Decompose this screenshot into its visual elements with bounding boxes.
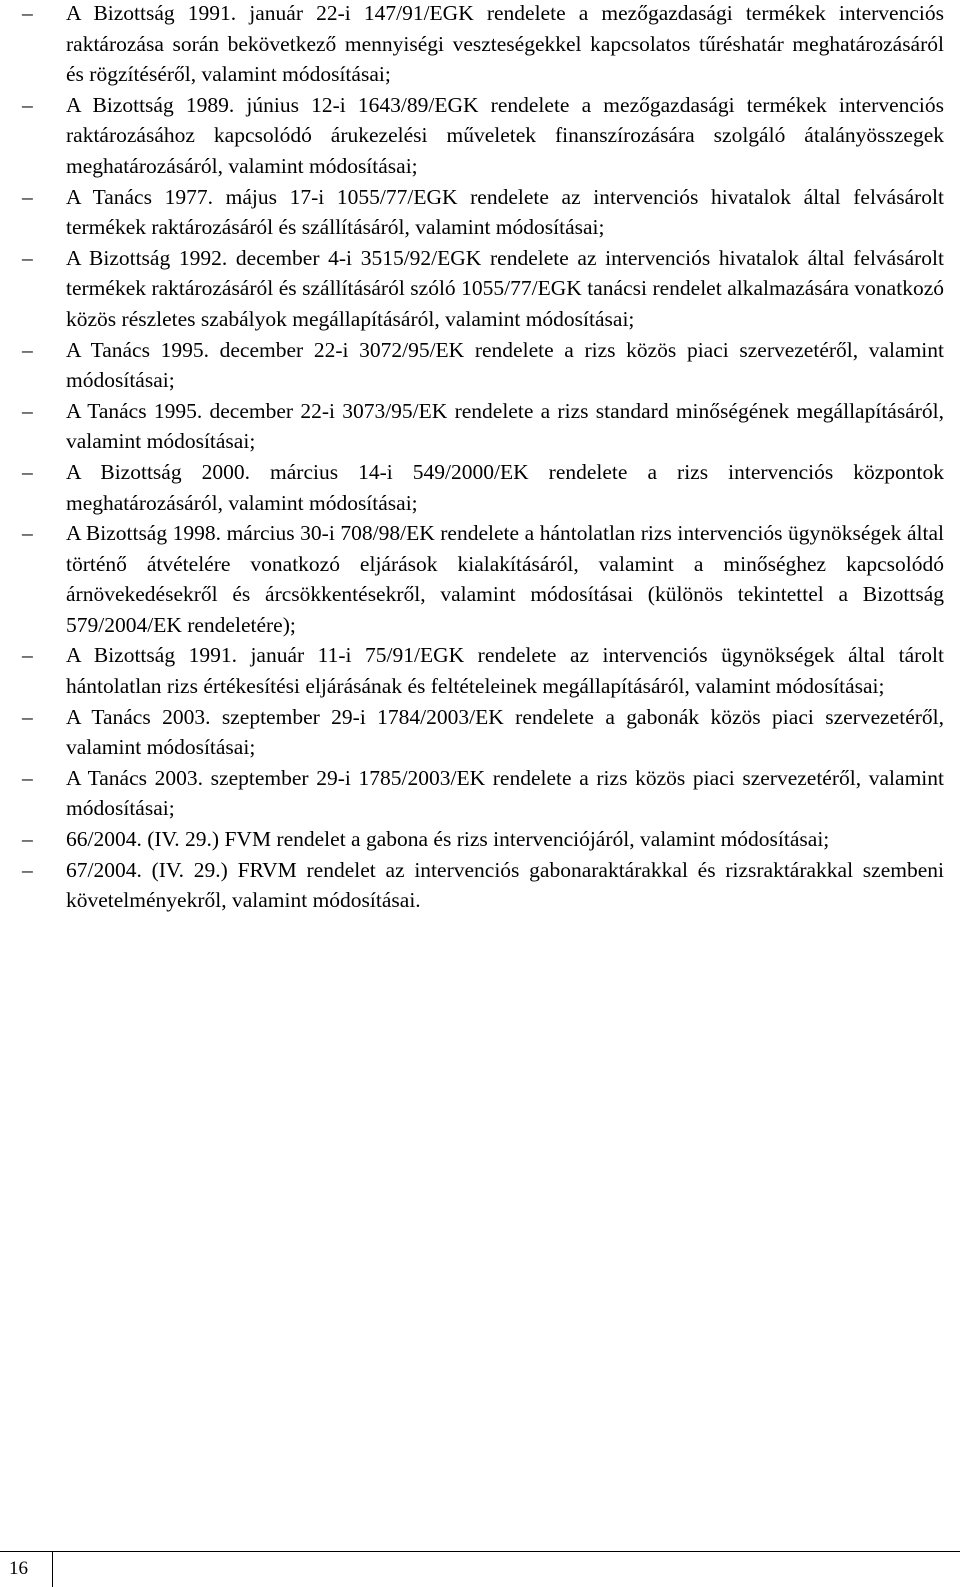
list-item-text: A Bizottság 1989. június 12-i 1643/89/EGK rendelete a mezőgazdasági termékek intervenciós raktározásához kapcsolódó árukezelési műveletek finanszírozására szolgáló átalányösszegek meghatározásáról, valamint módosításai; bbox=[66, 92, 944, 178]
dash-marker: – bbox=[22, 245, 33, 270]
list-item-text: 67/2004. (IV. 29.) FRVM rendelet az intervenciós gabonaraktárakkal és rizsraktárakkal szembeni követelményekről, valamint módosításai. bbox=[66, 857, 944, 913]
list-item-text: A Bizottság 1991. január 11-i 75/91/EGK rendelete az intervenciós ügynökségek által tárolt hántolatlan rizs értékesítési eljárásának és feltételeinek megállapításáról, valamint módosításai; bbox=[66, 643, 944, 699]
list-item-text: A Bizottság 1991. január 22-i 147/91/EGK rendelete a mezőgazdasági termékek intervenciós raktározása során bekövetkező mennyiségi veszteségekkel kapcsolatos tűréshatár meghatározásáról és rögzítéséről, valamint módosításai; bbox=[66, 1, 944, 87]
dash-marker: – bbox=[22, 398, 33, 423]
dash-marker: – bbox=[22, 92, 33, 117]
dash-marker: – bbox=[22, 337, 33, 362]
list-item-text: A Tanács 1977. május 17-i 1055/77/EGK rendelete az intervenciós hivatalok által felvásárolt termékek raktározásáról és szállításáról, valamint módosításai; bbox=[66, 184, 944, 240]
footer-divider bbox=[0, 1551, 960, 1552]
list-item bbox=[22, 90, 944, 182]
dash-marker: – bbox=[22, 459, 33, 484]
list-item bbox=[22, 702, 944, 763]
list-item-text: A Bizottság 2000. március 14-i 549/2000/EK rendelete a rizs intervenciós központok meghatározásáról, valamint módosításai; bbox=[66, 459, 944, 515]
dash-marker: – bbox=[22, 827, 33, 852]
list-item bbox=[22, 855, 944, 916]
list-item bbox=[22, 182, 944, 243]
list-item-text: A Tanács 1995. december 22-i 3072/95/EK rendelete a rizs közös piaci szervezetéről, valamint módosításai; bbox=[66, 337, 944, 393]
regulation-list bbox=[22, 0, 944, 916]
dash-marker: – bbox=[22, 643, 33, 668]
list-item bbox=[22, 824, 944, 855]
list-item-text: A Tanács 1995. december 22-i 3073/95/EK rendelete a rizs standard minőségének megállapításáról, valamint módosításai; bbox=[66, 398, 944, 454]
dash-marker: – bbox=[22, 184, 33, 209]
dash-marker: – bbox=[22, 1, 33, 25]
dash-marker: – bbox=[22, 857, 33, 882]
dash-marker: – bbox=[22, 521, 33, 546]
list-item bbox=[22, 640, 944, 701]
list-item bbox=[22, 396, 944, 457]
dash-marker: – bbox=[22, 765, 33, 790]
list-item bbox=[22, 457, 944, 518]
list-item-text: A Bizottság 1992. december 4-i 3515/92/EGK rendelete az intervenciós hivatalok által felvásárolt termékek raktározásáról és szállításáról szóló 1055/77/EGK tanácsi rendelet alkalmazására vonatkozó közös részletes szabályok megállapításáról, valamint módosításai; bbox=[66, 245, 944, 331]
list-item bbox=[22, 335, 944, 396]
dash-marker: – bbox=[22, 704, 33, 729]
page-number: 16 bbox=[9, 1558, 28, 1579]
list-item-text: A Tanács 2003. szeptember 29-i 1784/2003/EK rendelete a gabonák közös piaci szervezetéről, valamint módosításai; bbox=[66, 704, 944, 760]
list-item bbox=[22, 243, 944, 335]
list-item-text: 66/2004. (IV. 29.) FVM rendelet a gabona és rizs intervenciójáról, valamint módosításai; bbox=[66, 827, 830, 852]
list-item-text: A Tanács 2003. szeptember 29-i 1785/2003/EK rendelete a rizs közös piaci szervezetéről, valamint módosításai; bbox=[66, 765, 944, 821]
list-item-text: A Bizottság 1998. március 30-i 708/98/EK rendelete a hántolatlan rizs intervenciós ügynökségek által történő átvételére vonatkozó eljárások kialakításáról, valamint a minőséghez kapcsolódó árnövekedésekről és árcsökkentésekről, valamint módosításai (különös tekintettel a Bizottság 579/2004/EK rendeletére); bbox=[66, 521, 944, 637]
list-item bbox=[22, 518, 944, 640]
list-item bbox=[22, 763, 944, 824]
list-item bbox=[22, 0, 944, 90]
